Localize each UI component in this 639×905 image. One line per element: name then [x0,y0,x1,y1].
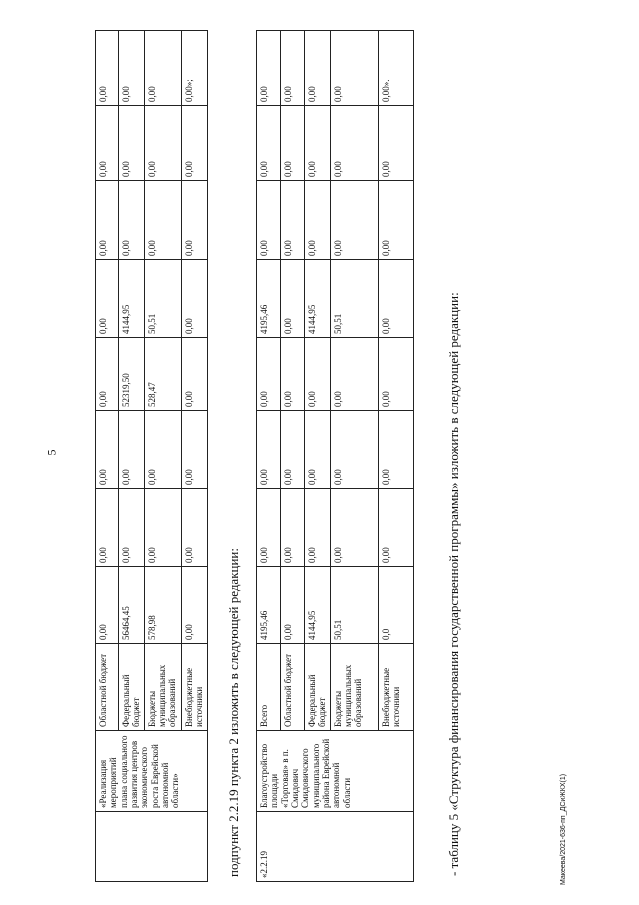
value-cell: 0,00 [281,181,305,260]
source-cell: Областной бюджет [281,644,305,731]
value-cell: 0,00 [96,567,119,644]
value-cell: 4144,95 [305,567,331,644]
value-cell: 0,00 [181,567,207,644]
value-cell: 0,00 [378,106,413,181]
value-cell: 0,00 [305,411,331,489]
value-cell: 0,00 [257,338,281,411]
value-cell: 0,00 [378,411,413,489]
value-cell: 0,00 [305,338,331,411]
value-cell: 4195,46 [257,260,281,338]
value-cell: 0,00 [257,489,281,567]
value-cell: 50,51 [144,260,181,338]
empty-cell [96,812,208,882]
table-row [96,31,119,882]
financing-table-1 [95,30,208,882]
source-cell: Внебюджетные источники [378,644,413,731]
value-cell: 0,00 [330,181,378,260]
value-cell: 4195,46 [257,567,281,644]
source-cell: Областной бюджет [96,644,119,731]
table-2-container [256,31,414,882]
source-cell: Бюджеты муниципальных образований [144,644,181,731]
value-cell: 4144,95 [305,260,331,338]
source-cell: Всего [257,644,281,731]
value-cell: 4144,95 [119,260,145,338]
source-cell: Бюджеты муниципальных образований [330,644,378,731]
value-cell: 0,00 [281,260,305,338]
value-cell: 0,00 [181,106,207,181]
value-cell: 0,00 [119,411,145,489]
value-cell: 0,00 [257,31,281,106]
value-cell: 56464,45 [119,567,145,644]
source-cell: Внебюджетные источники [181,644,207,731]
value-cell: 0,00»; [181,31,207,106]
value-cell: 0,00». [378,31,413,106]
value-cell: 0,00 [281,338,305,411]
value-cell: 0,00 [144,411,181,489]
value-cell: 0,00 [281,567,305,644]
value-cell: 0,00 [181,181,207,260]
value-cell: 0,00 [96,106,119,181]
section-heading-2: - таблицу 5 «Структура финансирования государственной программы» изложить в следующей редакции: [446,292,461,876]
value-cell: 0,00 [378,338,413,411]
value-cell: 578,98 [144,567,181,644]
program-name-cell: «Реализация мероприятий плана социального развития центров экономического роста Еврейской автономной области» [96,731,208,812]
value-cell: 0,00 [119,31,145,106]
item-number-cell: «2.2.19 [257,812,414,882]
value-cell: 50,51 [330,567,378,644]
value-cell: 0,00 [305,106,331,181]
page-number: 5 [44,449,59,456]
table-row [257,31,281,882]
source-cell: Федеральный бюджет [305,644,331,731]
value-cell: 0,00 [181,489,207,567]
value-cell: 0,00 [305,31,331,106]
value-cell: 0,0 [378,567,413,644]
value-cell: 0,00 [378,260,413,338]
value-cell: 0,00 [144,106,181,181]
value-cell: 0,00 [305,181,331,260]
value-cell: 0,00 [181,338,207,411]
value-cell: 0,00 [330,106,378,181]
value-cell: 0,00 [144,31,181,106]
source-cell: Федеральный бюджет [119,644,145,731]
value-cell: 0,00 [96,260,119,338]
value-cell: 0,00 [257,181,281,260]
value-cell: 0,00 [330,31,378,106]
value-cell: 0,00 [181,411,207,489]
value-cell: 52319,50 [119,338,145,411]
value-cell: 0,00 [144,489,181,567]
value-cell: 0,00 [144,181,181,260]
value-cell: 0,00 [257,106,281,181]
table-1-container [95,31,208,882]
value-cell: 0,00 [257,411,281,489]
file-label: Макеева/2021-636-пп_ДСиЖКХ(1) [560,773,567,885]
value-cell: 0,00 [378,181,413,260]
value-cell: 0,00 [281,489,305,567]
value-cell: 0,00 [281,106,305,181]
value-cell: 0,00 [96,181,119,260]
value-cell: 528,47 [144,338,181,411]
value-cell: 0,00 [96,338,119,411]
value-cell: 0,00 [378,489,413,567]
section-heading-1: подпункт 2.2.19 пункта 2 изложить в следующей редакции: [226,548,241,877]
program-name-cell: Благоустройство площади «Торговая» в п. Смидович Смидовичского муниципального района Еврейской автономной области [257,731,414,812]
value-cell: 0,00 [330,338,378,411]
value-cell: 0,00 [96,31,119,106]
value-cell: 0,00 [330,489,378,567]
value-cell: 0,00 [330,411,378,489]
value-cell: 0,00 [96,411,119,489]
value-cell: 50,51 [330,260,378,338]
value-cell: 0,00 [305,489,331,567]
financing-table-2 [256,30,414,882]
value-cell: 0,00 [281,31,305,106]
value-cell: 0,00 [119,489,145,567]
value-cell: 0,00 [119,181,145,260]
value-cell: 0,00 [119,106,145,181]
value-cell: 0,00 [281,411,305,489]
value-cell: 0,00 [96,489,119,567]
value-cell: 0,00 [181,260,207,338]
